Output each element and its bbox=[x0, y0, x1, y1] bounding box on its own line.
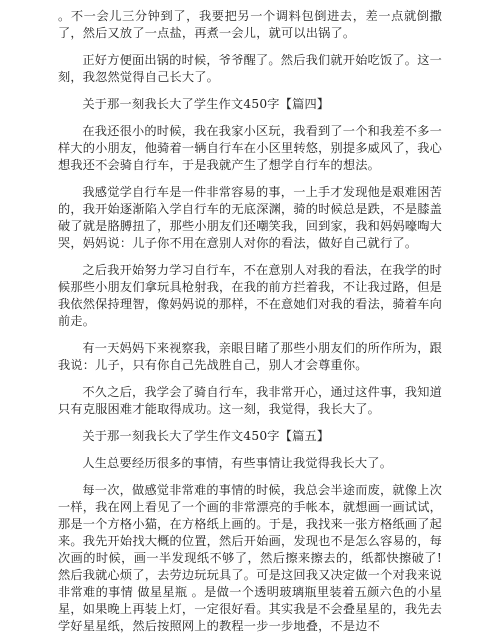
section-heading: 关于那一刻我长大了学生作文450字【篇四】 bbox=[82, 97, 330, 111]
paragraph: 我感觉学自行车是一件非常容易的事，一上手才发现他是艰难困苦的，我开始逐渐陷入学自行车的无底深渊，骑的时候总是跌，不是膝盖破了就是胳膊扭了，那些小朋友们还嘲笑我，回到家，我和妈妈嚎啕大哭，妈妈说：儿子你不用在意别人对你的看法，做好自己就行了。 bbox=[58, 185, 443, 250]
paragraph: 不久之后，我学会了骑自行车，我非常开心，通过这件事，我知道只有克服困难才能取得成功。这一刻，我觉得，我长大了。 bbox=[58, 385, 442, 416]
paragraph: 人生总要经历很多的事情，有些事情让我觉得我长大了。 bbox=[82, 456, 393, 470]
paragraph: 在我还很小的时候，我在我家小区玩，我看到了一个和我差不多一样大的小朋友，他骑着一辆自行车在小区里转悠，别提多威风了，我心想我还不会骑自行车，于是我就产生了想学自行车的想法。 bbox=[58, 124, 443, 172]
section-heading: 关于那一刻我长大了学生作文450字【篇五】 bbox=[82, 429, 330, 443]
paragraph: 有一天妈妈下来视察我，亲眼目睹了那些小朋友们的所作所为，跟我说：儿子，只有你自己先战胜自己，别人才会尊重你。 bbox=[58, 341, 442, 372]
paragraph: 正好方便面出锅的时候，爷爷醒了。然后我们就开始吃饭了。这一刻，我忽然觉得自己长大了。 bbox=[58, 53, 442, 84]
paragraph: 每一次，做感觉非常难的事情的时候，我总会半途而废，就像上次一样，我在网上看见了一个画的非常漂亮的手帐本，就想画一画试试，那是一个方格小猫，在方格纸上画的。于是，我找来一张方格纸画了起来。我先开始找大概的位置，然后开始画，发现也不是怎么容易的，每次画的时候，画一半发现纸不够了，然后擦来擦去的，纸都快擦破了!然后我就心烦了，去劳边玩玩具了。可是这回我又决定做一个对我来说非常难的事情 做星星瓶 。是做一个透明玻璃瓶里装着五颜六色的小星星，如果晚上再装上灯，一定很好看。其实我是不会叠星星的，我先去学好星星纸，然后按照网上的教程一步一步地叠，不是边不 bbox=[58, 483, 443, 633]
paragraph: 之后我开始努力学习自行车，不在意别人对我的看法，在我学的时候那些小朋友们拿玩具枪射我，在我的前方拦着我，不让我过路，但是我依然保持理智，像妈妈说的那样，不在意她们对我的看法，骑着车向前走。 bbox=[58, 263, 443, 328]
paragraph: 。不一会儿三分钟到了，我要把另一个调料包倒进去，差一点就倒撒了，然后又放了一点盐，再煮一会儿，就可以出锅了。 bbox=[58, 9, 442, 40]
